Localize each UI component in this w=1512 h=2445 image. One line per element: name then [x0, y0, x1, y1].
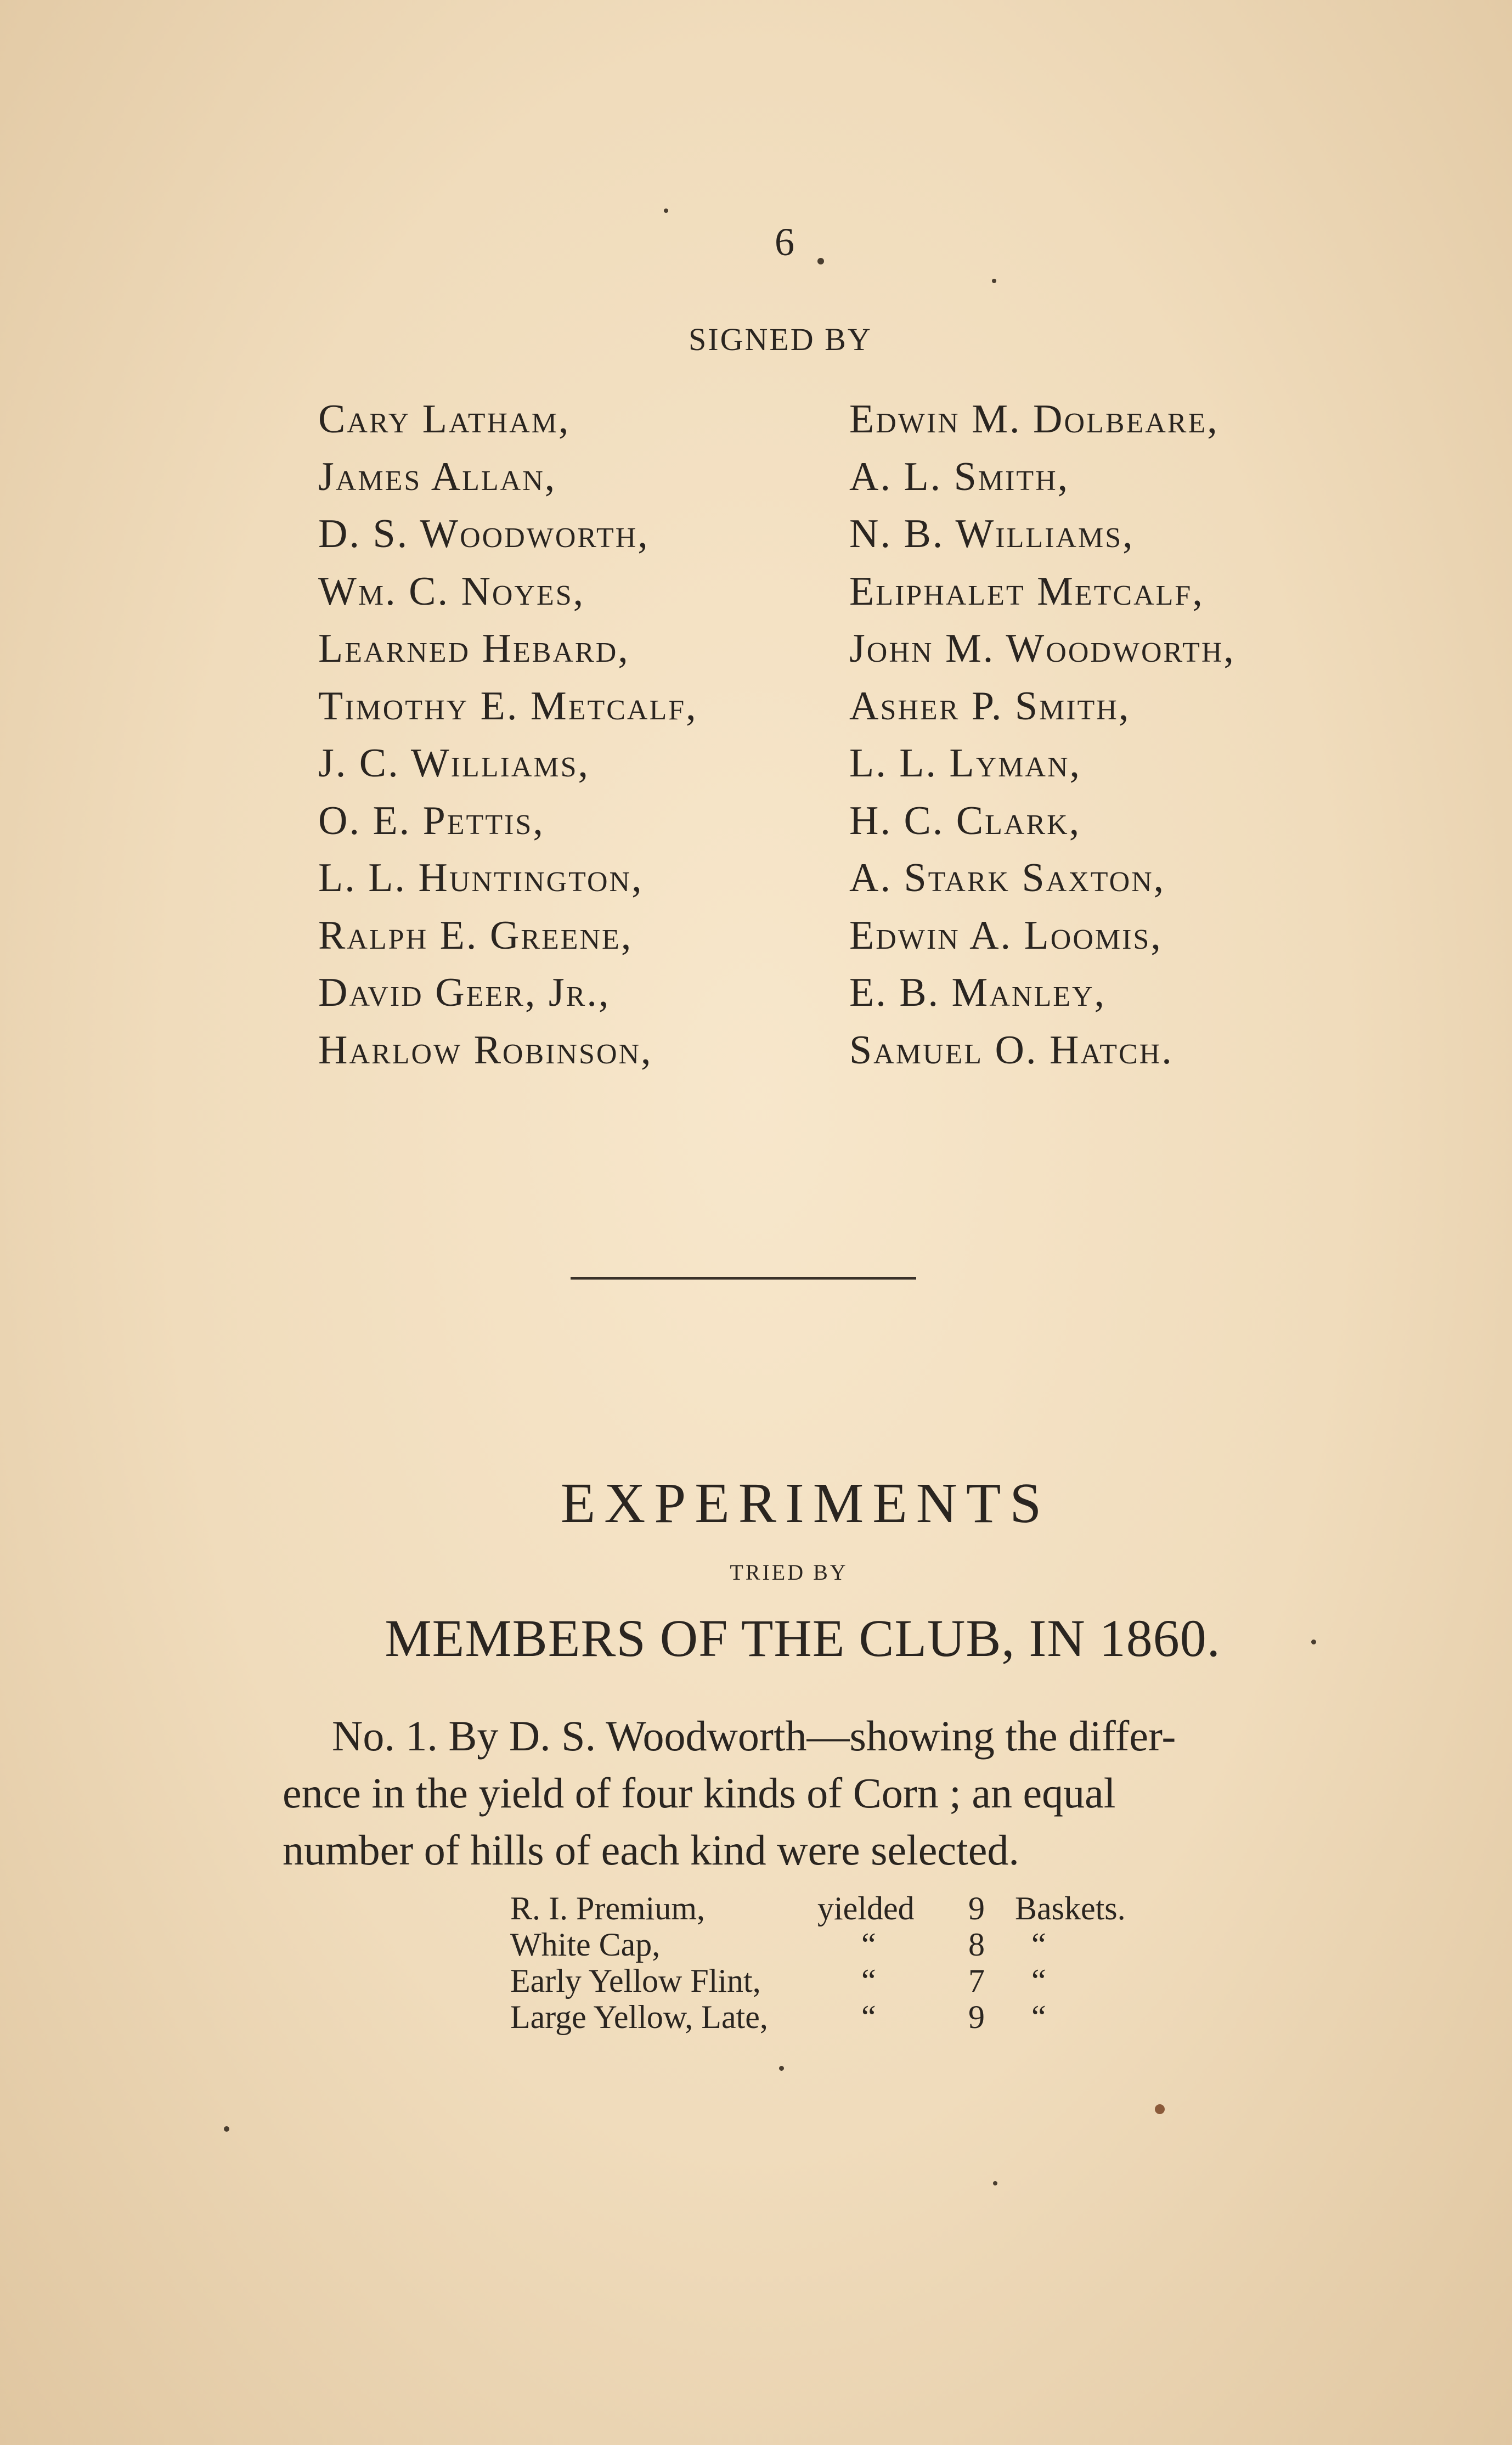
paragraph-line: number of hills of each kind were selected.: [283, 1826, 1019, 1874]
corn-variety: White Cap,: [510, 1926, 661, 1963]
yield-unit: “: [1031, 1926, 1046, 1963]
signer-name: Samuel O. Hatch.: [849, 1027, 1174, 1073]
signer-name: A. Stark Saxton,: [849, 855, 1166, 900]
signers-left-column: [318, 391, 698, 1079]
signer-name: Learned Hebard,: [318, 626, 630, 671]
signer-name: E. B. Manley,: [849, 970, 1107, 1015]
experiments-title: EXPERIMENTS: [560, 1472, 1051, 1535]
tried-by-subtitle: TRIED BY: [730, 1560, 848, 1585]
yield-count: 9: [968, 1999, 985, 2035]
signer-name: A. L. Smith,: [849, 454, 1070, 499]
yield-unit: Baskets.: [1015, 1890, 1126, 1926]
paper-speck: [224, 2126, 229, 2132]
yield-unit: “: [1031, 1999, 1046, 2035]
yield-count: 9: [968, 1890, 985, 1926]
signer-name: O. E. Pettis,: [318, 798, 545, 843]
signer-name: Edwin A. Loomis,: [849, 912, 1163, 958]
signer-name: L. L. Lyman,: [849, 741, 1082, 786]
signer-name: H. C. Clark,: [849, 798, 1081, 843]
signer-name: James Allan,: [318, 454, 557, 499]
signer-name: Ralph E. Greene,: [318, 912, 633, 958]
section-divider-rule: [571, 1277, 916, 1280]
signer-name: Eliphalet Metcalf,: [849, 568, 1204, 614]
signer-name: Cary Latham,: [318, 397, 571, 442]
paper-speck: [1155, 2104, 1165, 2114]
paper-speck: [992, 279, 996, 283]
yield-word: “: [861, 1926, 876, 1963]
signer-name: Edwin M. Dolbeare,: [849, 397, 1219, 442]
signer-name: Harlow Robinson,: [318, 1027, 653, 1073]
yield-count: 7: [968, 1963, 985, 1999]
yield-word: “: [861, 1999, 876, 2035]
signer-name: Wm. C. Noyes,: [318, 568, 585, 614]
page-number: 6: [775, 220, 796, 264]
paragraph-line: No. 1. By D. S. Woodworth—showing the differ-: [332, 1712, 1176, 1760]
yield-word: yielded: [817, 1890, 915, 1926]
yield-count: 8: [968, 1926, 985, 1963]
corn-variety: R. I. Premium,: [510, 1890, 705, 1926]
signer-name: D. S. Woodworth,: [318, 511, 650, 556]
signer-name: L. L. Huntington,: [318, 855, 644, 900]
signer-name: John M. Woodworth,: [849, 626, 1235, 671]
signer-name: J. C. Williams,: [318, 741, 590, 786]
table-row: [510, 1890, 1126, 1926]
signer-name: Asher P. Smith,: [849, 683, 1131, 729]
paper-speck: [779, 2066, 784, 2071]
table-row: [510, 1963, 1126, 1999]
members-heading: MEMBERS OF THE CLUB, IN 1860.: [385, 1609, 1221, 1667]
paper-speck: [993, 2181, 997, 2185]
paper-speck: [664, 209, 668, 213]
paper-speck: [1311, 1640, 1316, 1644]
corn-variety: Large Yellow, Late,: [510, 1999, 768, 2035]
yield-unit: “: [1031, 1963, 1046, 1999]
signer-name: N. B. Williams,: [849, 511, 1135, 556]
table-row: [510, 1999, 1126, 2035]
signer-name: David Geer, Jr.,: [318, 970, 611, 1015]
signed-by-heading: SIGNED BY: [689, 322, 872, 357]
table-row: [510, 1926, 1126, 1963]
paragraph-line: ence in the yield of four kinds of Corn ; an equal: [283, 1769, 1116, 1817]
paper-speck: [817, 258, 824, 264]
corn-variety: Early Yellow Flint,: [510, 1963, 761, 1999]
signers-right-column: [849, 391, 1235, 1079]
corn-yield-table: [510, 1890, 1126, 2035]
experiment-paragraph: [283, 1708, 1341, 1879]
signer-name: Timothy E. Metcalf,: [318, 683, 698, 729]
yield-word: “: [861, 1963, 876, 1999]
